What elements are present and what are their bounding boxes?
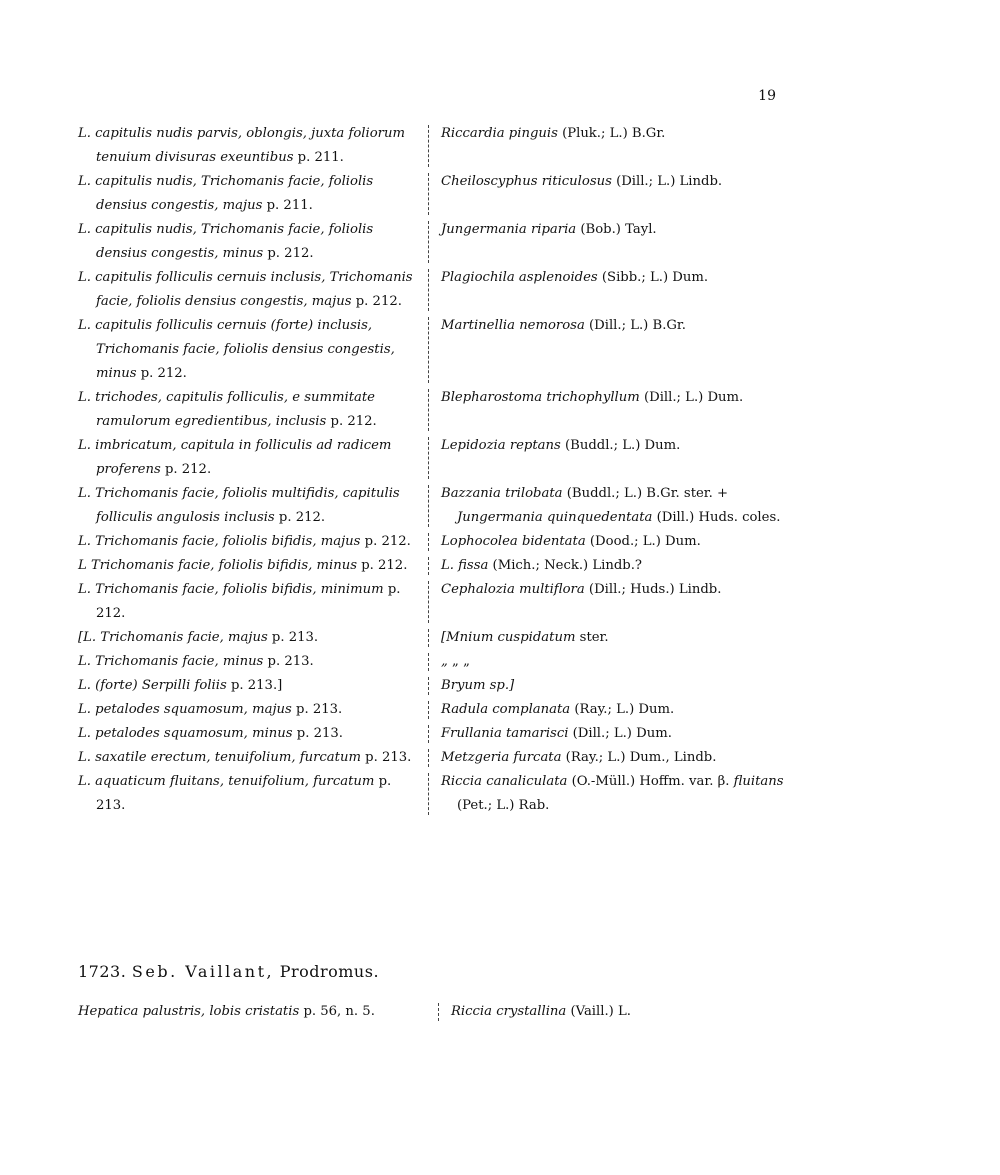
- entry-taxon: Frullania tamarisci: [441, 726, 569, 741]
- entry-polynomial: [78, 314, 428, 386]
- entry-page-ref: p. 212.: [361, 558, 408, 573]
- entry-modern-name: [431, 674, 798, 698]
- entry-row: [78, 218, 798, 266]
- entry-latin: [L. Trichomanis facie, majus: [78, 630, 268, 645]
- entry-page-ref: p. 211.: [266, 198, 313, 213]
- entry-taxon: Radula complanata: [441, 702, 571, 717]
- entry-page-ref: p. 213.: [267, 654, 314, 669]
- entry-taxon: Lepidozia reptans: [441, 438, 561, 453]
- synonym-list: [78, 122, 798, 818]
- entry-row: [78, 578, 798, 626]
- entry-polynomial: [78, 698, 428, 722]
- vaillant-entry: [78, 1000, 798, 1024]
- entry-latin: L. petalodes squamosum, minus: [78, 726, 293, 741]
- entry-taxon: Jungermania riparia: [441, 222, 577, 237]
- entry-authority: (Dill.; L.) B.Gr.: [589, 318, 686, 333]
- entry-modern-name: [431, 122, 798, 170]
- entry-modern-name: [431, 314, 798, 386]
- section-heading: [78, 962, 379, 981]
- entry-polynomial: [78, 266, 428, 314]
- entry-taxon: Cephalozia multiflora: [441, 582, 585, 597]
- entry-authority: (Ray.; L.) Dum., Lindb.: [565, 750, 717, 765]
- entry-row: [78, 314, 798, 386]
- entry-row: [78, 530, 798, 554]
- entry-page-ref: p. 212.: [267, 246, 314, 261]
- entry-polynomial: [78, 650, 428, 674]
- entry-row: [78, 722, 798, 746]
- entry-polynomial: [78, 122, 428, 170]
- entry-latin: L. Trichomanis facie, foliolis bifidis, majus: [78, 534, 361, 549]
- section-author: Seb. Vaillant,: [131, 962, 275, 981]
- entry-authority: (Sibb.; L.) Dum.: [601, 270, 709, 285]
- entry-authority: (Mich.; Neck.) Lindb.?: [492, 558, 642, 573]
- entry-modern-name: [431, 554, 798, 578]
- page-number: 19: [758, 88, 776, 104]
- entry-latin: L. Trichomanis facie, minus: [78, 654, 264, 669]
- entry-page-ref: p. 212.: [278, 510, 326, 525]
- entry-page-ref: p. 212.: [164, 462, 212, 477]
- entry-row: [78, 674, 798, 698]
- entry-authority: (Dill.; L.) Dum.: [572, 726, 672, 741]
- entry-modern-name: [431, 266, 798, 314]
- entry-taxon: Martinellia nemorosa: [441, 318, 585, 333]
- entry-authority-secondary: (Dill.) Huds. coles.: [656, 510, 781, 525]
- entry-modern-name: [431, 482, 798, 530]
- entry-taxon: „: [441, 654, 448, 669]
- entry-polynomial: [78, 722, 428, 746]
- entry-modern-name: [431, 770, 798, 818]
- entry-polynomial: [78, 626, 428, 650]
- entry-polynomial: [78, 1000, 438, 1024]
- entry-latin: Hepatica palustris, lobis cristatis: [78, 1004, 300, 1019]
- entry-modern-name: [431, 650, 798, 674]
- entry-latin: L. capitulis nudis, Trichomanis facie, foliolis densius congestis, minus: [78, 222, 374, 261]
- entry-taxon: Lophocolea bidentata: [441, 534, 586, 549]
- entry-latin: L. imbricatum, capitula in folliculis ad radicem proferens: [78, 438, 392, 477]
- entry-modern-name: [431, 746, 798, 770]
- entry-taxon: Cheiloscyphus riticulosus: [441, 174, 612, 189]
- entry-row: [78, 434, 798, 482]
- entry-authority: (Dill.; L.) Lindb.: [616, 174, 723, 189]
- entry-page-ref: p. 213.: [296, 726, 343, 741]
- entry-polynomial: [78, 218, 428, 266]
- entry-authority-secondary: (Pet.; L.) Rab.: [457, 798, 550, 813]
- entry-page-ref: p. 213.: [96, 774, 392, 813]
- entry-authority: (Bob.) Tayl.: [580, 222, 657, 237]
- entry-authority: (Ray.; L.) Dum.: [574, 702, 675, 717]
- entry-page-ref: p. 212.: [330, 414, 377, 429]
- entry-polynomial: [78, 386, 428, 434]
- entry-polynomial: [78, 578, 428, 626]
- entry-row: [78, 770, 798, 818]
- entry-modern-name: [431, 530, 798, 554]
- entry-taxon: L. fissa: [441, 558, 489, 573]
- entry-modern-name: [431, 170, 798, 218]
- section-year: 1723.: [78, 962, 127, 981]
- entry-taxon: Blepharostoma trichophyllum: [441, 390, 640, 405]
- entry-taxon: Plagiochila asplenoides: [441, 270, 598, 285]
- entry-latin: L. capitulis nudis parvis, oblongis, juxta foliorum tenuium divisuras exeuntibus: [78, 126, 405, 165]
- entry-latin: L. capitulis folliculis cernuis (forte) inclusis, Trichomanis facie, foliolis densius congestis, minus: [78, 318, 395, 381]
- entry-latin: L. capitulis folliculis cernuis inclusis, Trichomanis facie, foliolis densius congestis, majus: [78, 270, 413, 309]
- entry-authority: „ „: [452, 654, 470, 669]
- entry-latin: L. aquaticum fluitans, tenuifolium, furcatum: [78, 774, 375, 789]
- entry-page-ref: p. 212.: [364, 534, 411, 549]
- entry-authority: (Buddl.; L.) B.Gr. ster. +: [566, 486, 729, 501]
- entry-page-ref: p. 213.: [365, 750, 412, 765]
- entry-latin: L Trichomanis facie, foliolis bifidis, minus: [78, 558, 357, 573]
- entry-modern-name: [431, 578, 798, 626]
- entry-authority: ster.: [579, 630, 609, 645]
- entry-authority: (Vaill.) L.: [570, 1004, 631, 1019]
- entry-page-ref: p. 212.: [355, 294, 402, 309]
- entry-page-ref: p. 211.: [297, 150, 344, 165]
- entry-polynomial: [78, 170, 428, 218]
- entry-taxon: Bryum sp.]: [441, 678, 515, 693]
- entry-page-ref: p. 212.: [96, 582, 401, 621]
- entry-authority: (Dood.; L.) Dum.: [589, 534, 701, 549]
- entry-taxon-secondary: fluitans: [733, 774, 784, 789]
- entry-polynomial: [78, 746, 428, 770]
- entry-taxon-secondary: Jungermania quinquedentata: [457, 510, 653, 525]
- entry-row: [78, 626, 798, 650]
- entry-modern-name: [431, 218, 798, 266]
- entry-row: [78, 698, 798, 722]
- entry-taxon: Metzgeria furcata: [441, 750, 562, 765]
- entry-authority: (Pluk.; L.) B.Gr.: [562, 126, 666, 141]
- entry-authority: (Buddl.; L.) Dum.: [565, 438, 681, 453]
- entry-row: [78, 554, 798, 578]
- entry-row: [78, 170, 798, 218]
- entry-polynomial: [78, 482, 428, 530]
- entry-modern-name: [431, 626, 798, 650]
- entry-row: [78, 122, 798, 170]
- entry-page-ref: p. 212.: [140, 366, 187, 381]
- entry-authority: (Dill.; Huds.) Lindb.: [588, 582, 722, 597]
- entry-polynomial: [78, 554, 428, 578]
- entry-modern-name: [431, 434, 798, 482]
- entry-latin: L. Trichomanis facie, foliolis bifidis, minimum: [78, 582, 384, 597]
- entry-latin: L. trichodes, capitulis folliculis, e summitate ramulorum egredientibus, inclusis: [78, 390, 375, 429]
- section-work: Prodromus.: [279, 962, 380, 981]
- entry-taxon: Bazzania trilobata: [441, 486, 563, 501]
- entry-taxon: Riccia canaliculata: [441, 774, 568, 789]
- entry-page-ref: p. 56, n. 5.: [303, 1004, 375, 1019]
- entry-polynomial: [78, 530, 428, 554]
- entry-row: [78, 746, 798, 770]
- entry-modern-name: [441, 1000, 798, 1024]
- entry-taxon: [Mnium cuspidatum: [441, 630, 576, 645]
- entry-row: [78, 266, 798, 314]
- entry-taxon: Riccia crystallina: [451, 1004, 567, 1019]
- entry-modern-name: [431, 722, 798, 746]
- entry-modern-name: [431, 698, 798, 722]
- entry-page-ref: p. 213.: [296, 702, 343, 717]
- entry-page-ref: p. 213.]: [230, 678, 283, 693]
- entry-row: [78, 386, 798, 434]
- entry-latin: L. capitulis nudis, Trichomanis facie, foliolis densius congestis, majus: [78, 174, 374, 213]
- entry-polynomial: [78, 770, 428, 818]
- entry-row: [78, 650, 798, 674]
- entry-latin: L. petalodes squamosum, majus: [78, 702, 292, 717]
- entry-latin: L. Trichomanis facie, foliolis multifidis, capitulis folliculis angulosis inclusis: [78, 486, 400, 525]
- entry-latin: L. saxatile erectum, tenuifolium, furcatum: [78, 750, 361, 765]
- entry-page-ref: p. 213.: [271, 630, 319, 645]
- entry-modern-name: [431, 386, 798, 434]
- entry-latin: L. (forte) Serpilli foliis: [78, 678, 227, 693]
- entry-polynomial: [78, 434, 428, 482]
- entry-authority: (Dill.; L.) Dum.: [643, 390, 744, 405]
- entry-authority: (O.-Müll.) Hoffm. var. β.: [571, 774, 730, 789]
- entry-taxon: Riccardia pinguis: [441, 126, 558, 141]
- entry-polynomial: [78, 674, 428, 698]
- entry-row: [78, 482, 798, 530]
